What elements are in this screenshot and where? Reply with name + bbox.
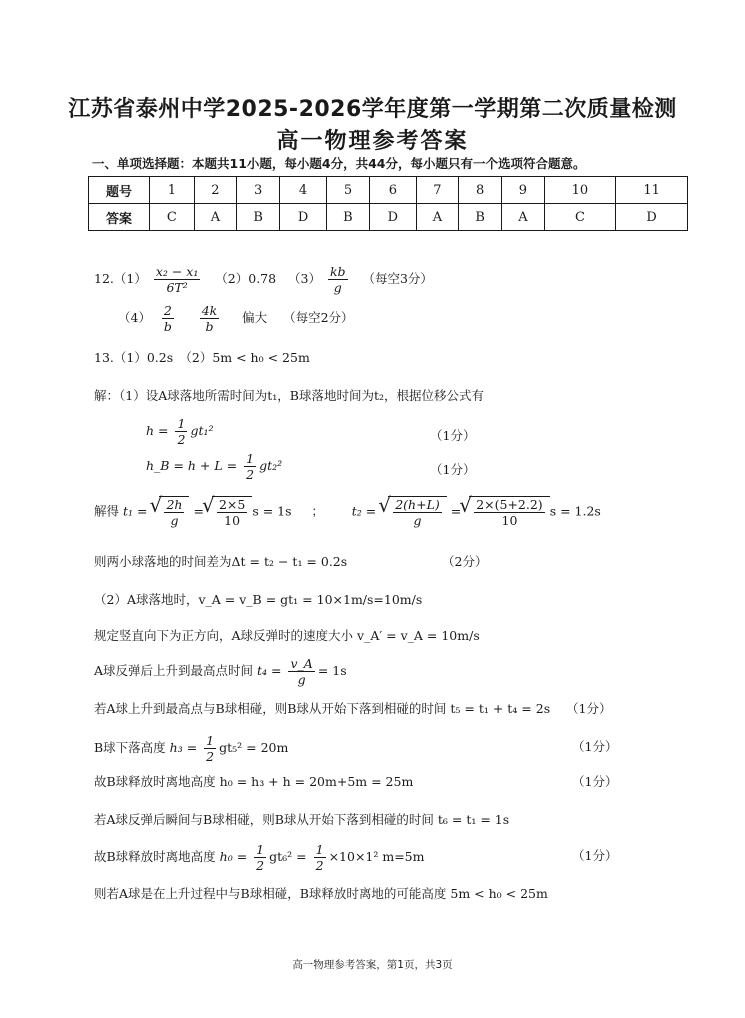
table-cell: 6	[370, 177, 417, 204]
q12-f3-den: g	[333, 280, 342, 295]
h3-half	[204, 733, 216, 764]
table-row-answers	[89, 204, 688, 231]
t1-sqrt-1	[159, 496, 189, 528]
t2-s2-num: √ 2×(5+2.2)	[476, 497, 543, 512]
eq1-num: 1	[177, 416, 186, 431]
t2-result: s = 1.2s	[549, 503, 601, 519]
score-h0a: （1分）	[572, 774, 618, 789]
q13-h0a-line: 故B球释放时离地高度 h₀ = h₃ + h = 20m+5m = 25m	[94, 774, 414, 789]
table-cell: 4	[280, 177, 327, 204]
solve-label: 解得	[94, 503, 120, 519]
q13-solve-line: 解得 t₁ = √ $\frac{2h}{g}$ = √ $\frac{2\times 5}{10}$ s = 1s ； t₂ = √ $\frac{2(h+L)}{g}$ = √ $\frac{2\times(5+2.2)}{10}$ s = 1.2s	[94, 496, 601, 528]
q13-conclusion: 则若A球是在上升过程中与B球相碰，B球释放时离地的可能高度 5m < h₀ < 25m	[94, 886, 548, 901]
rise-prefix: A球反弹后上升到最高点时间	[94, 663, 254, 678]
page-footer: 高一物理参考答案，第1页，共3页	[292, 959, 453, 971]
table-cell: D	[616, 204, 688, 231]
q12-fraction-4a	[162, 303, 174, 334]
table-cell: C	[150, 204, 195, 231]
table-cell: 9	[502, 177, 544, 204]
rise-result: = 1s	[317, 663, 347, 678]
score-eq1: （1分）	[430, 428, 476, 443]
t2-s2-den: 10	[501, 513, 518, 528]
h3-lhs: h₃ =	[169, 740, 198, 755]
eq1-half	[175, 416, 187, 447]
table-cell: B	[459, 204, 502, 231]
table-cell: A	[416, 204, 458, 231]
q12-f4a-num: 2	[163, 303, 172, 318]
h0b-right: ×10×1² m=5m	[328, 849, 425, 864]
eq2-right: gt₂²	[259, 458, 283, 473]
h0b-lhs: h₀ =	[219, 849, 248, 864]
table-cell: 5	[326, 177, 369, 204]
score-dt: （2分）	[442, 554, 488, 569]
q12-note1: （每空3分）	[362, 271, 433, 286]
h0b-prefix: 故B球释放时离地高度	[94, 849, 216, 864]
h3-prefix: B球下落高度	[94, 740, 166, 755]
h3-num: 1	[206, 733, 215, 748]
q12-f1-num: x₂ − x₁	[155, 264, 199, 279]
q12-part2: （2）0.78	[215, 271, 277, 286]
table-cell: 3	[237, 177, 280, 204]
q12-fraction-3	[328, 264, 348, 295]
h0b-half-1	[254, 842, 266, 873]
table-cell: A	[502, 204, 544, 231]
t1-s1-den: g	[170, 513, 179, 528]
table-cell: B	[326, 204, 369, 231]
q12-f3-num: kb	[329, 264, 346, 279]
table-cell: 2	[194, 177, 236, 204]
t2-lhs: t₂ =	[351, 503, 377, 519]
t1-s1-num: √ 2h	[166, 497, 183, 512]
table-cell: C	[544, 204, 616, 231]
q13-dt-line: 则两小球落地的时间差为Δt = t₂ − t₁ = 0.2s	[94, 554, 348, 569]
q12-label: 12.	[94, 271, 114, 286]
q12-part1: （1）	[113, 271, 147, 286]
t2-sqrt-1	[388, 496, 447, 528]
h0b-den2: 2	[315, 858, 324, 873]
h3-right: gt₅² = 20m	[219, 740, 289, 755]
q12-f1-den: 6T²	[166, 280, 188, 295]
q13-h0b-line	[94, 842, 425, 873]
q13-eq1	[146, 416, 213, 447]
rise-num: v_A	[290, 656, 313, 671]
score-h3: （1分）	[572, 739, 618, 754]
table-row-numbers	[89, 177, 688, 204]
q12-f4a-den: b	[163, 319, 172, 334]
q12-f4b-den: b	[205, 319, 214, 334]
rise-fraction	[288, 656, 314, 687]
table-cell: 7	[416, 177, 458, 204]
q12-line1	[94, 264, 433, 295]
score-eq2: （1分）	[430, 462, 476, 477]
q13-solution-intro: 解：（1）设A球落地所需时间为t₁，B球落地时间为t₂，根据位移公式有	[94, 388, 484, 403]
eq2-den: 2	[246, 467, 255, 482]
h3-den: 2	[206, 749, 215, 764]
score-meet1: （1分）	[566, 701, 612, 716]
page-subtitle: 高一物理参考答案	[276, 129, 469, 154]
table-cell: A	[194, 204, 236, 231]
h0b-num1: 1	[256, 842, 265, 857]
q13-rise-line	[94, 656, 347, 687]
page-title: 江苏省泰州中学2025-2026学年度第一学期第二次质量检测	[68, 97, 677, 122]
t1-lhs: t₁ =	[123, 503, 148, 519]
q12-part4: （4）	[118, 310, 151, 325]
q13-h3-line	[94, 733, 288, 764]
t2-s1-num: √ 2(h+L)	[395, 497, 440, 512]
t1-s2-den: 10	[224, 513, 241, 528]
eq2-half	[244, 451, 256, 482]
q12-note2: （每空2分）	[283, 310, 354, 325]
table-cell: 11	[616, 177, 688, 204]
table-cell: 10	[544, 177, 616, 204]
table-cell: D	[370, 204, 417, 231]
t1-sqrt-2	[212, 496, 252, 528]
section1-heading: 一、单项选择题：本题共11小题，每小题4分，共44分，每小题只有一个选项符合题意。	[92, 156, 586, 171]
q13-eq2	[146, 451, 282, 482]
q12-fraction-1	[154, 264, 201, 295]
eq1-den: 2	[177, 432, 186, 447]
q13-meet2-line: 若A球反弹后瞬间与B球相碰，则B球从开始下落到相碰的时间 t₆ = t₁ = 1s	[94, 812, 510, 827]
q13-answer-line: 13.（1）0.2s （2）5m < h₀ < 25m	[94, 350, 310, 365]
rise-lhs: t₄ =	[257, 663, 282, 678]
table-cell: 1	[150, 177, 195, 204]
rise-den: g	[297, 672, 306, 687]
h0b-mid: gt₆² =	[269, 849, 307, 864]
t2-s1-den: g	[413, 513, 422, 528]
t1-result: s = 1s	[252, 503, 292, 519]
eq1-left: h =	[146, 423, 169, 438]
table-cell: D	[280, 204, 327, 231]
q12-fraction-4b	[200, 303, 220, 334]
t2-sqrt-2	[469, 496, 550, 528]
score-h0b: （1分）	[572, 848, 618, 863]
h0b-den1: 2	[256, 858, 265, 873]
table-cell: B	[237, 204, 280, 231]
h0b-half-2	[314, 842, 326, 873]
separator: ；	[311, 503, 324, 519]
answer-table	[88, 176, 688, 231]
eq2-num: 1	[246, 451, 255, 466]
table-header-a: 答案	[89, 204, 150, 231]
q12-part4-text: 偏大	[242, 310, 268, 325]
eq1-right: gt₁²	[190, 423, 214, 438]
q13-part2-line: （2）A球落地时，v_A = v_B = gt₁ = 10×1m/s=10m/s	[94, 592, 423, 607]
q12-part3: （3）	[288, 271, 321, 286]
q12-line2	[118, 303, 354, 334]
table-header-q: 题号	[89, 177, 150, 204]
q13-meet1-line: 若A球上升到最高点与B球相碰，则B球从开始下落到相碰的时间 t₅ = t₁ + t₄ = 2s	[94, 701, 551, 716]
q12-f4b-num: 4k	[201, 303, 218, 318]
q13-direction-line: 规定竖直向下为正方向，A球反弹时的速度大小 v_A′ = v_A = 10m/s	[94, 628, 480, 643]
h0b-num2: 1	[315, 842, 324, 857]
eq2-left: h_B = h + L =	[146, 458, 238, 473]
t1-s2-num: √ 2×5	[218, 497, 246, 512]
table-cell: 8	[459, 177, 502, 204]
